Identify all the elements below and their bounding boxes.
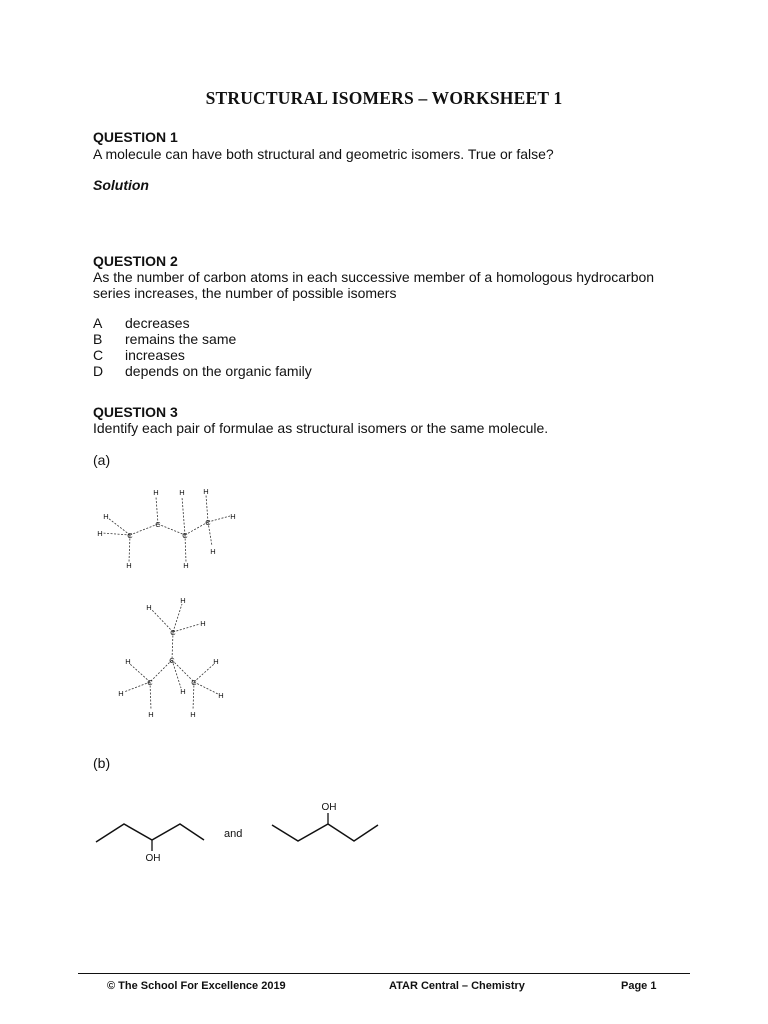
footer-copyright: © The School For Excellence 2019 bbox=[107, 980, 286, 992]
footer-page-number: Page 1 bbox=[621, 980, 657, 992]
page-title: STRUCTURAL ISOMERS – WORKSHEET 1 bbox=[205, 88, 563, 108]
question-2-text-line1: As the number of carbon atoms in each successive member of a homologous hydrocarbon bbox=[93, 269, 655, 285]
option-b bbox=[93, 331, 236, 347]
hydrogen-atom: H bbox=[190, 710, 196, 719]
methylpropane-structure bbox=[108, 592, 238, 722]
pentan-3-ol-skeletal-1 bbox=[90, 810, 215, 870]
question-1-text: A molecule can have both structural and geometric isomers. True or false? bbox=[93, 146, 554, 162]
option-d bbox=[93, 363, 312, 379]
carbon-atom: C bbox=[170, 628, 176, 637]
hydrogen-atom: H bbox=[126, 561, 132, 570]
hydrogen-atom: H bbox=[97, 529, 103, 538]
part-b-label: (b) bbox=[93, 755, 111, 771]
option-letter: C bbox=[93, 347, 104, 363]
question-2-heading: QUESTION 2 bbox=[93, 253, 178, 269]
question-3-heading: QUESTION 3 bbox=[93, 404, 178, 420]
hydrogen-atom: H bbox=[180, 596, 186, 605]
option-text: remains the same bbox=[125, 331, 237, 347]
option-text: increases bbox=[125, 347, 185, 363]
carbon-atom: C bbox=[205, 518, 211, 527]
hydrogen-atom: H bbox=[153, 488, 159, 497]
hydrogen-atom: H bbox=[180, 687, 186, 696]
hydrogen-atom: H bbox=[213, 657, 219, 666]
hydrogen-atom: H bbox=[118, 689, 124, 698]
carbon-atom: C bbox=[191, 678, 197, 687]
hydrogen-atom: H bbox=[210, 547, 216, 556]
carbon-atom: C bbox=[182, 531, 188, 540]
hydrogen-atom: H bbox=[183, 561, 189, 570]
solution-label: Solution bbox=[93, 177, 149, 193]
carbon-atom: C bbox=[169, 656, 175, 665]
hydrogen-atom: H bbox=[146, 603, 152, 612]
hydrogen-atom: H bbox=[103, 512, 109, 521]
hydrogen-atom: H bbox=[200, 619, 206, 628]
part-a-label: (a) bbox=[93, 452, 111, 468]
option-letter: A bbox=[93, 315, 103, 331]
question-2-text-line2: series increases, the number of possible isomers bbox=[93, 285, 397, 301]
carbon-atom: C bbox=[147, 678, 153, 687]
hydrogen-atom: H bbox=[125, 657, 131, 666]
question-1-heading: QUESTION 1 bbox=[93, 129, 178, 145]
option-c bbox=[93, 347, 185, 363]
option-letter: B bbox=[93, 331, 103, 347]
pentan-3-ol-skeletal-2 bbox=[268, 797, 383, 847]
butane-structure bbox=[90, 480, 250, 580]
option-text: decreases bbox=[125, 315, 190, 331]
and-label: and bbox=[224, 828, 243, 840]
option-a bbox=[93, 315, 190, 331]
hydrogen-atom: H bbox=[203, 487, 209, 496]
carbon-atom: C bbox=[155, 520, 161, 529]
hydrogen-atom: H bbox=[179, 488, 185, 497]
option-letter: D bbox=[93, 363, 104, 379]
question-3-text: Identify each pair of formulae as structural isomers or the same molecule. bbox=[93, 420, 549, 436]
option-text: depends on the organic family bbox=[125, 363, 312, 379]
hydrogen-atom: H bbox=[218, 691, 224, 700]
carbon-atom: C bbox=[127, 531, 133, 540]
footer-course: ATAR Central – Chemistry bbox=[389, 980, 525, 992]
footer-divider bbox=[78, 973, 690, 974]
hydroxyl-label: OH bbox=[145, 853, 161, 864]
hydroxyl-label: OH bbox=[321, 802, 337, 813]
hydrogen-atom: H bbox=[230, 512, 236, 521]
hydrogen-atom: H bbox=[148, 710, 154, 719]
